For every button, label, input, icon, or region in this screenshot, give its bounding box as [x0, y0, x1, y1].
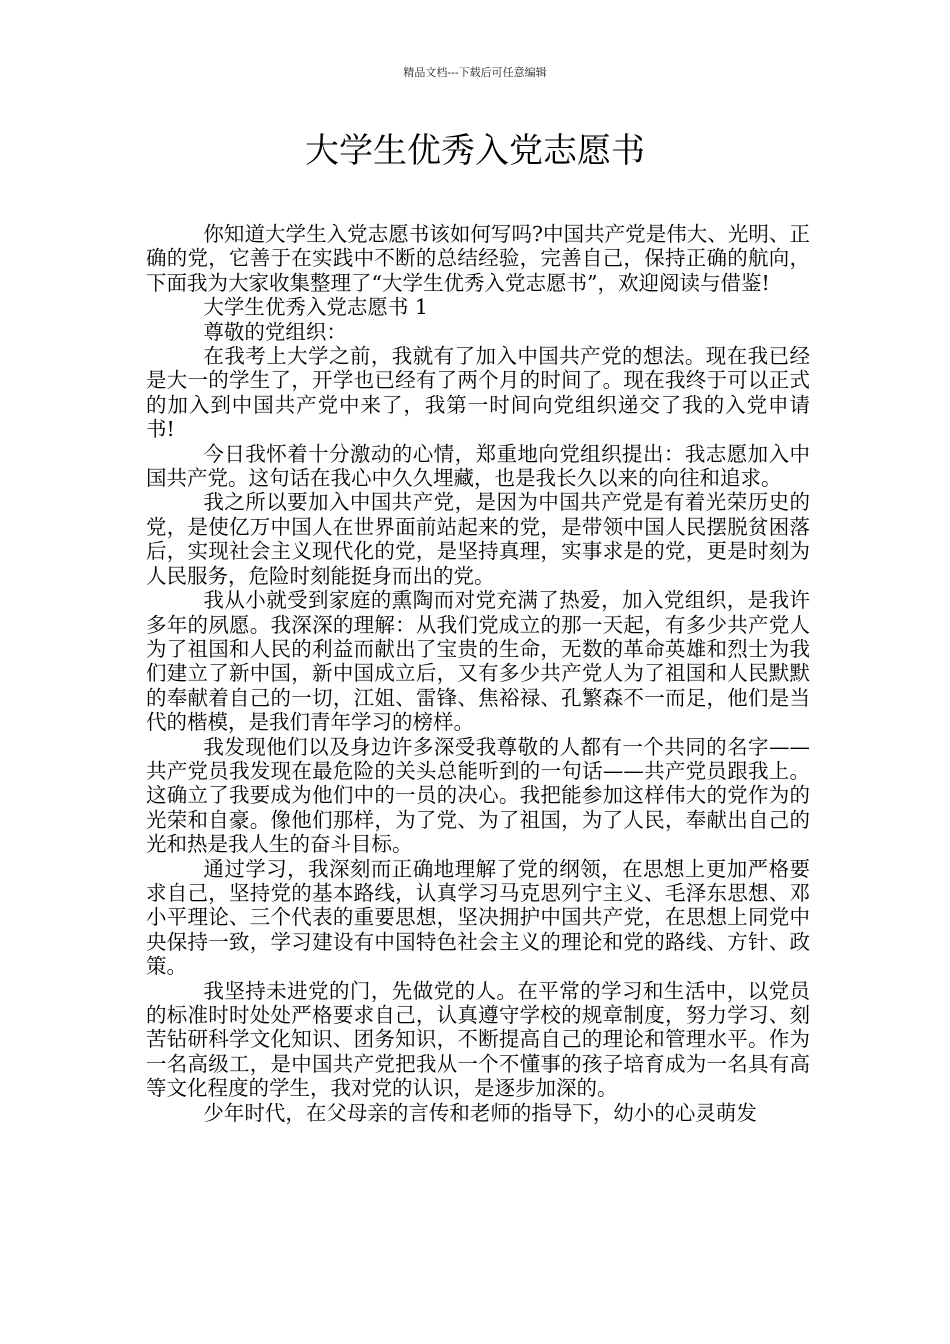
paragraph: 少年时代，在父母亲的言传和老师的指导下，幼小的心灵萌发 [203, 1100, 757, 1125]
paragraph: 在我考上大学之前，我就有了加入中国共产党的想法。现在我已经是大一的学生了，开学也已经有了两个月的时间了。现在我终于可以正式的加入到中国共产党中来了，我第一时间向党组织递交了我的入党申请书! [146, 344, 810, 442]
document-body [146, 222, 810, 1125]
paragraph: 我之所以要加入中国共产党，是因为中国共产党是有着光荣历史的党，是使亿万中国人在世界面前站起来的党，是带领中国人民摆脱贫困落后，实现社会主义现代化的党，是坚持真理，实事求是的党，更是时刻为人民服务，危险时刻能挺身而出的党。 [146, 490, 810, 588]
paragraph: 我坚持未进党的门，先做党的人。在平常的学习和生活中，以党员的标准时时处处严格要求自己，认真遵守学校的规章制度，努力学习、刻苦钻研科学文化知识、团务知识，不断提高自己的理论和管理水平。作为一名高级工，是中国共产党把我从一个不懂事的孩子培育成为一名具有高等文化程度的学生，我对党的认识，是逐步加深的。 [146, 978, 810, 1101]
paragraph: 我发现他们以及身边许多深受我尊敬的人都有一个共同的名字——共产党员我发现在最危险的关头总能听到的一句话——共产党员跟我上。这确立了我要成为他们中的一员的决心。我把能参加这样伟大的党作为的光荣和自豪。像他们那样，为了党、为了祖国，为了人民，奉献出自己的光和热是我人生的奋斗目标。 [146, 734, 810, 857]
paragraph: 今日我怀着十分激动的心情，郑重地向党组织提出：我志愿加入中国共产党。这句话在我心中久久埋藏，也是我长久以来的向往和追求。 [146, 441, 810, 491]
paragraph: 我从小就受到家庭的熏陶而对党充满了热爱，加入党组织，是我许多年的夙愿。我深深的理解：从我们党成立的那一天起，有多少共产党人为了祖国和人民的利益而献出了宝贵的生命，无数的革命英雄和烈士为我们建立了新中国，新中国成立后，又有多少共产党人为了祖国和人民默默的奉献着自己的一切，江姐、雷锋、焦裕禄、孔繁森不一而足，他们是当代的楷模，是我们青年学习的榜样。 [146, 588, 810, 735]
paragraph: 通过学习，我深刻而正确地理解了党的纲领，在思想上更加严格要求自己，坚持党的基本路线，认真学习马克思列宁主义、毛泽东思想、邓小平理论、三个代表的重要思想，坚决拥护中国共产党，在思想上同党中央保持一致，学习建设有中国特色社会主义的理论和党的路线、方针、政策。 [146, 856, 810, 979]
paragraph-salutation: 尊敬的党组织： [203, 319, 347, 344]
paragraph-subtitle: 大学生优秀入党志愿书 1 [203, 295, 428, 320]
paragraph-intro: 你知道大学生入党志愿书该如何写吗?中国共产党是伟大、光明、正确的党，它善于在实践中不断的总结经验，完善自己，保持正确的航向，下面我为大家收集整理了“大学生优秀入党志愿书”，欢迎阅读与借鉴! [146, 222, 810, 295]
page-header: 精品文档---下载后可任意编辑 [403, 66, 547, 79]
document-title: 大学生优秀入党志愿书 [305, 131, 645, 171]
